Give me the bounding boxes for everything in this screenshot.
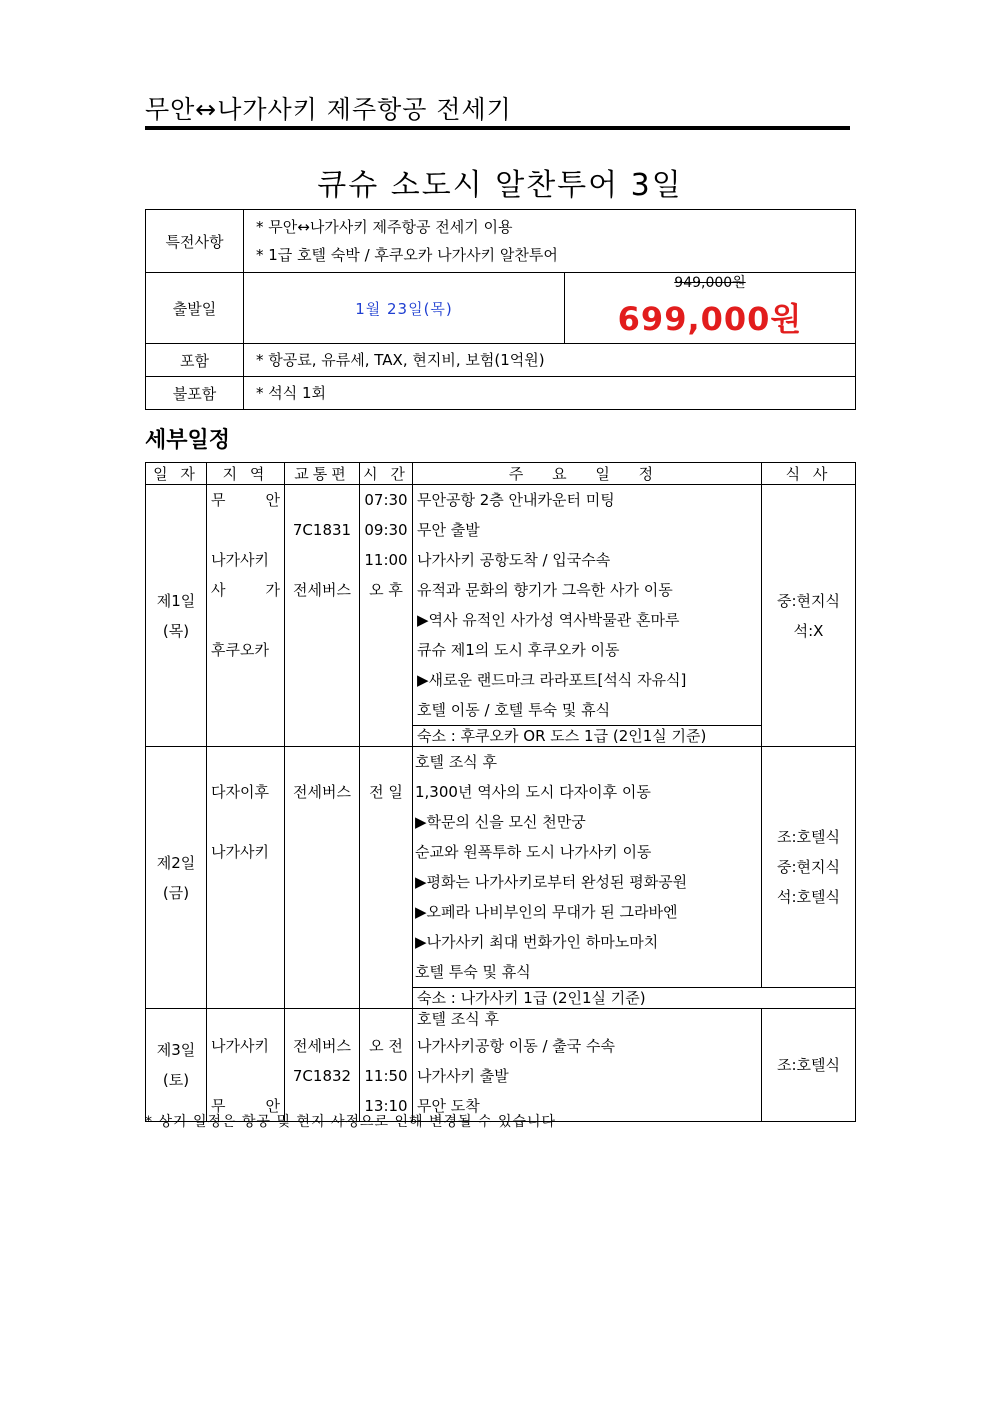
region: 후쿠오카 — [211, 641, 269, 659]
meal: 조:호텔식 — [776, 1056, 840, 1074]
day2-lodging: 숙소 : 나가사키 1급 (2인1실 기준) — [413, 988, 856, 1009]
include-text: * 항공료, 유류세, TAX, 현지비, 보험(1억원) — [244, 344, 856, 377]
day1-row — [146, 485, 856, 726]
day1-regions — [207, 485, 285, 747]
time: 11:50 — [364, 1067, 408, 1085]
day2-times — [360, 747, 413, 1009]
day3-times — [360, 1009, 413, 1122]
day3-meals — [762, 1009, 856, 1122]
exclude-text: * 석식 1회 — [244, 377, 856, 410]
event: 큐슈 제1의 도시 후쿠오카 이동 — [417, 641, 620, 659]
event: 호텔 투숙 및 휴식 — [415, 963, 531, 981]
transport: 전세버스 — [293, 581, 351, 599]
time: 11:00 — [364, 551, 408, 569]
header-meal: 식 사 — [762, 463, 856, 485]
region: 나가사키 — [211, 551, 269, 569]
event: ▶학문의 신을 모신 천만궁 — [415, 813, 586, 831]
region — [207, 515, 284, 545]
region: 나가사키 — [211, 843, 269, 861]
special-items — [244, 210, 856, 273]
day3-regions — [207, 1009, 285, 1122]
transport: 전세버스 — [293, 783, 351, 801]
region — [207, 605, 284, 635]
transport: 7C1831 — [292, 521, 352, 539]
event: 1,300년 역사의 도시 다자이후 이동 — [415, 783, 651, 801]
meal: 석:호텔식 — [776, 888, 840, 906]
day3-events — [413, 1009, 762, 1122]
time: 09:30 — [364, 521, 408, 539]
event: 무안 출발 — [417, 521, 480, 539]
header-transport: 교통편 — [285, 463, 360, 485]
time: 13:10 — [364, 1097, 408, 1115]
event: ▶역사 유적인 사가성 역사박물관 혼마루 — [417, 611, 680, 629]
day-label: 제1일 — [156, 591, 196, 610]
event: ▶나가사키 최대 번화가인 하마노마치 — [415, 933, 659, 951]
event: 무안공항 2층 안내카운터 미팅 — [417, 491, 615, 509]
sale-price: 699,000원 — [617, 300, 803, 338]
region: 다자이후 — [211, 783, 269, 801]
event: 순교와 원폭투하 도시 나가사키 이동 — [415, 843, 652, 861]
special-item: * 무안↔나가사키 제주항공 전세기 이용 — [256, 218, 513, 236]
event: ▶새로운 랜드마크 라라포트[석식 자유식] — [417, 671, 687, 689]
day1-transport — [285, 485, 360, 747]
schedule-header-row — [146, 463, 856, 485]
header-title: 무안↔나가사키 제주항공 전세기 — [145, 95, 512, 124]
special-label: 특전사항 — [146, 210, 244, 273]
header-time: 시 간 — [360, 463, 413, 485]
region: 무 안 — [211, 491, 280, 509]
event: 호텔 조식 후 — [415, 753, 497, 771]
header-divider — [145, 126, 850, 130]
footnote: * 상기 일정은 항공 및 현지 사정으로 인해 변경될 수 있습니다 — [145, 1114, 557, 1130]
day2-date — [146, 747, 207, 1009]
event: 호텔 조식 후 — [417, 1010, 499, 1028]
day3-row — [146, 1009, 856, 1122]
day2-row — [146, 747, 856, 988]
region: 나가사키 — [211, 1037, 269, 1055]
time — [360, 747, 412, 777]
meal: 중:현지식 — [776, 591, 840, 610]
region — [207, 1061, 284, 1091]
info-table — [145, 209, 856, 410]
event: 나가사키 출발 — [417, 1067, 509, 1085]
transport — [285, 545, 359, 575]
event: ▶오페라 나비부인의 무대가 된 그라바엔 — [415, 903, 678, 921]
day2-regions — [207, 747, 285, 1009]
day1-lodging: 숙소 : 후쿠오카 OR 도스 1급 (2인1실 기준) — [413, 726, 762, 747]
time: 07:30 — [364, 491, 408, 509]
transport: 7C1832 — [292, 1067, 352, 1085]
event: 나가사키 공항도착 / 입국수속 — [417, 551, 611, 569]
region — [207, 807, 284, 837]
transport — [285, 1009, 359, 1031]
event: 나가사키공항 이동 / 출국 수속 — [417, 1037, 616, 1055]
transport — [285, 485, 359, 515]
header-region: 지 역 — [207, 463, 285, 485]
tour-title: 큐슈 소도시 알찬투어 3일 — [317, 168, 683, 203]
meal: 석:X — [793, 621, 824, 640]
event: 무안 도착 — [417, 1097, 480, 1115]
day1-times — [360, 485, 413, 747]
time: 오 전 — [369, 1037, 403, 1055]
header-date: 일 자 — [146, 463, 207, 485]
day2-meals — [762, 747, 856, 988]
include-label: 포함 — [146, 344, 244, 377]
header-itinerary: 주 요 일 정 — [413, 463, 762, 485]
day1-events — [413, 485, 762, 726]
day2-events — [413, 747, 762, 988]
day3-transport — [285, 1009, 360, 1122]
day3-date — [146, 1009, 207, 1122]
depart-date: 1월 23일(목) — [244, 273, 565, 344]
day-weekday: (토) — [162, 1071, 190, 1089]
meal: 조:호텔식 — [776, 828, 840, 846]
region — [207, 747, 284, 777]
event: ▶평화는 나가사키로부터 완성된 평화공원 — [415, 873, 688, 891]
time — [360, 1009, 412, 1031]
special-item: * 1급 호텔 숙박 / 후쿠오카 나가사키 알찬투어 — [256, 246, 558, 264]
transport — [285, 747, 359, 777]
exclude-label: 불포함 — [146, 377, 244, 410]
day1-meals — [762, 485, 856, 747]
event: 호텔 이동 / 호텔 투숙 및 휴식 — [417, 701, 611, 719]
day-label: 제2일 — [156, 853, 196, 872]
time: 전 일 — [369, 783, 403, 801]
price-cell — [565, 273, 856, 344]
depart-label: 출발일 — [146, 273, 244, 344]
day2-transport — [285, 747, 360, 1009]
day-weekday: (목) — [162, 621, 190, 640]
day-weekday: (금) — [162, 883, 190, 902]
transport: 전세버스 — [293, 1037, 351, 1055]
day1-date — [146, 485, 207, 747]
day-label: 제3일 — [156, 1041, 196, 1059]
meal: 중:현지식 — [776, 858, 840, 876]
region: 사 가 — [211, 581, 280, 599]
time: 오 후 — [369, 581, 403, 599]
event: 유적과 문화의 향기가 그윽한 사가 이동 — [417, 581, 673, 599]
schedule-table — [145, 462, 856, 1122]
original-price: 949,000원 — [674, 275, 746, 291]
region: 무 안 — [211, 1097, 280, 1115]
schedule-title: 세부일정 — [145, 428, 231, 453]
region — [207, 1009, 284, 1031]
